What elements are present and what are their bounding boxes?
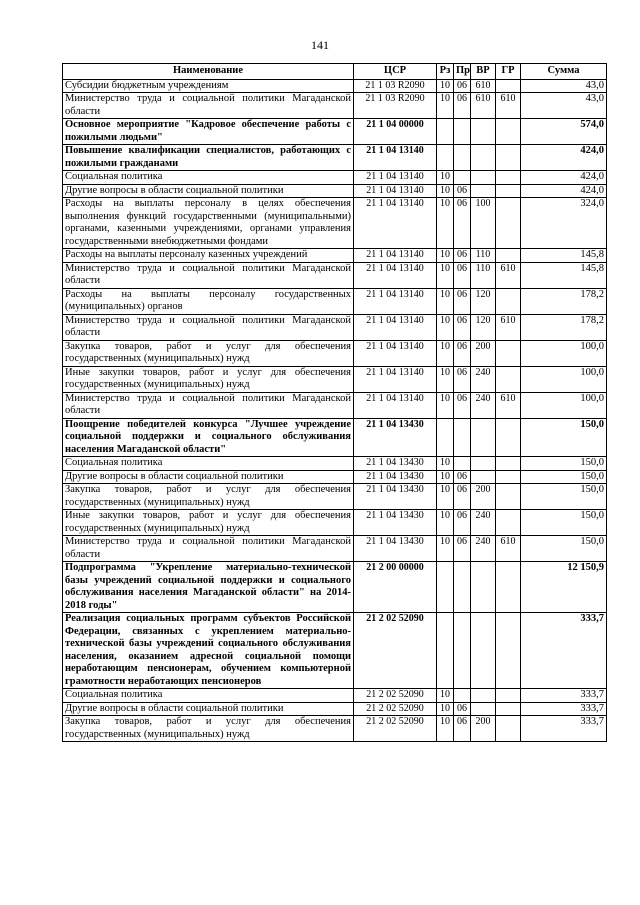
cell-sum: 145,8 xyxy=(521,262,607,288)
cell-gr: 610 xyxy=(496,536,521,562)
cell-name: Министерство труда и социальной политики Магаданской области xyxy=(63,93,354,119)
cell-vr xyxy=(471,184,496,198)
cell-pr xyxy=(454,171,471,185)
cell-name: Министерство труда и социальной политики Магаданской области xyxy=(63,536,354,562)
cell-gr xyxy=(496,470,521,484)
cell-pr xyxy=(454,418,471,457)
cell-gr xyxy=(496,184,521,198)
cell-name: Повышение квалификации специалистов, работающих с пожилыми гражданами xyxy=(63,145,354,171)
table-row xyxy=(63,119,607,145)
cell-csr: 21 1 04 13140 xyxy=(354,145,437,171)
cell-gr xyxy=(496,79,521,93)
cell-name: Министерство труда и социальной политики Магаданской области xyxy=(63,392,354,418)
cell-vr: 240 xyxy=(471,392,496,418)
table-row xyxy=(63,702,607,716)
cell-rz: 10 xyxy=(437,470,454,484)
cell-pr: 06 xyxy=(454,392,471,418)
cell-rz: 10 xyxy=(437,171,454,185)
cell-gr xyxy=(496,119,521,145)
cell-gr: 610 xyxy=(496,262,521,288)
cell-name: Министерство труда и социальной политики Магаданской области xyxy=(63,314,354,340)
cell-sum: 424,0 xyxy=(521,145,607,171)
cell-pr xyxy=(454,562,471,613)
cell-rz: 10 xyxy=(437,689,454,703)
cell-pr xyxy=(454,145,471,171)
cell-gr xyxy=(496,562,521,613)
table-row xyxy=(63,366,607,392)
cell-name: Закупка товаров, работ и услуг для обеспечения государственных (муниципальных) нужд xyxy=(63,340,354,366)
cell-name: Субсидии бюджетным учреждениям xyxy=(63,79,354,93)
cell-sum: 178,2 xyxy=(521,288,607,314)
cell-pr: 06 xyxy=(454,249,471,263)
cell-gr xyxy=(496,689,521,703)
table-row xyxy=(63,689,607,703)
cell-pr: 06 xyxy=(454,702,471,716)
cell-sum: 43,0 xyxy=(521,79,607,93)
cell-vr xyxy=(471,145,496,171)
cell-csr: 21 1 04 13430 xyxy=(354,484,437,510)
cell-vr xyxy=(471,470,496,484)
cell-name: Социальная политика xyxy=(63,457,354,471)
cell-sum: 424,0 xyxy=(521,171,607,185)
cell-csr: 21 1 04 13140 xyxy=(354,340,437,366)
cell-gr xyxy=(496,198,521,249)
cell-rz: 10 xyxy=(437,249,454,263)
cell-gr: 610 xyxy=(496,314,521,340)
table-row xyxy=(63,340,607,366)
table-row xyxy=(63,562,607,613)
budget-table xyxy=(62,63,607,742)
table-row xyxy=(63,171,607,185)
page-number: 141 xyxy=(311,38,329,52)
cell-pr: 06 xyxy=(454,79,471,93)
cell-vr: 100 xyxy=(471,198,496,249)
cell-sum: 333,7 xyxy=(521,689,607,703)
cell-csr: 21 2 02 52090 xyxy=(354,689,437,703)
cell-csr: 21 1 04 13430 xyxy=(354,510,437,536)
cell-pr: 06 xyxy=(454,536,471,562)
cell-rz: 10 xyxy=(437,510,454,536)
cell-csr: 21 1 04 13140 xyxy=(354,288,437,314)
cell-gr xyxy=(496,366,521,392)
cell-vr xyxy=(471,562,496,613)
cell-csr: 21 2 02 52090 xyxy=(354,702,437,716)
cell-pr: 06 xyxy=(454,184,471,198)
cell-name: Иные закупки товаров, работ и услуг для обеспечения государственных (муниципальных) нужд xyxy=(63,510,354,536)
cell-name: Социальная политика xyxy=(63,689,354,703)
cell-gr xyxy=(496,457,521,471)
cell-sum: 574,0 xyxy=(521,119,607,145)
cell-name: Поощрение победителей конкурса "Лучшее учреждение социальной поддержки и социального обслуживания населения Магаданской области" xyxy=(63,418,354,457)
cell-name: Закупка товаров, работ и услуг для обеспечения государственных (муниципальных) нужд xyxy=(63,484,354,510)
cell-rz: 10 xyxy=(437,457,454,471)
cell-rz: 10 xyxy=(437,536,454,562)
cell-pr: 06 xyxy=(454,510,471,536)
table-row xyxy=(63,198,607,249)
cell-rz xyxy=(437,418,454,457)
cell-rz: 10 xyxy=(437,79,454,93)
cell-gr xyxy=(496,716,521,742)
cell-pr xyxy=(454,689,471,703)
cell-csr: 21 1 04 13430 xyxy=(354,536,437,562)
cell-csr: 21 1 04 13140 xyxy=(354,314,437,340)
cell-rz: 10 xyxy=(437,392,454,418)
cell-csr: 21 1 04 13140 xyxy=(354,198,437,249)
cell-rz xyxy=(437,145,454,171)
cell-rz xyxy=(437,562,454,613)
cell-vr: 240 xyxy=(471,536,496,562)
cell-sum: 150,0 xyxy=(521,418,607,457)
table-row xyxy=(63,184,607,198)
cell-pr xyxy=(454,613,471,689)
cell-rz: 10 xyxy=(437,288,454,314)
table-body xyxy=(63,79,607,742)
cell-name: Социальная политика xyxy=(63,171,354,185)
cell-csr: 21 1 04 13430 xyxy=(354,470,437,484)
cell-sum: 150,0 xyxy=(521,484,607,510)
header-name: Наименование xyxy=(63,64,354,80)
cell-pr: 06 xyxy=(454,93,471,119)
cell-pr: 06 xyxy=(454,314,471,340)
table-row xyxy=(63,288,607,314)
cell-name: Другие вопросы в области социальной политики xyxy=(63,702,354,716)
cell-pr xyxy=(454,119,471,145)
table-row xyxy=(63,484,607,510)
cell-rz: 10 xyxy=(437,198,454,249)
cell-vr: 110 xyxy=(471,249,496,263)
cell-vr: 200 xyxy=(471,340,496,366)
cell-name: Закупка товаров, работ и услуг для обеспечения государственных (муниципальных) нужд xyxy=(63,716,354,742)
cell-csr: 21 2 02 52090 xyxy=(354,613,437,689)
cell-csr: 21 1 04 13140 xyxy=(354,366,437,392)
cell-sum: 150,0 xyxy=(521,536,607,562)
cell-rz: 10 xyxy=(437,702,454,716)
cell-csr: 21 1 04 00000 xyxy=(354,119,437,145)
cell-gr xyxy=(496,702,521,716)
cell-pr xyxy=(454,457,471,471)
cell-sum: 324,0 xyxy=(521,198,607,249)
table-row xyxy=(63,510,607,536)
cell-gr xyxy=(496,145,521,171)
cell-csr: 21 1 04 13140 xyxy=(354,392,437,418)
cell-sum: 333,7 xyxy=(521,702,607,716)
cell-vr: 200 xyxy=(471,484,496,510)
cell-gr: 610 xyxy=(496,93,521,119)
cell-name: Министерство труда и социальной политики Магаданской области xyxy=(63,262,354,288)
cell-vr: 610 xyxy=(471,79,496,93)
cell-gr xyxy=(496,171,521,185)
cell-csr: 21 1 04 13140 xyxy=(354,184,437,198)
cell-rz xyxy=(437,119,454,145)
cell-csr: 21 1 03 R2090 xyxy=(354,79,437,93)
cell-pr: 06 xyxy=(454,288,471,314)
cell-sum: 333,7 xyxy=(521,613,607,689)
cell-rz: 10 xyxy=(437,93,454,119)
cell-csr: 21 1 04 13430 xyxy=(354,418,437,457)
cell-vr xyxy=(471,457,496,471)
cell-sum: 333,7 xyxy=(521,716,607,742)
table-row xyxy=(63,79,607,93)
cell-name: Расходы на выплаты персоналу государственных (муниципальных) органов xyxy=(63,288,354,314)
cell-sum: 150,0 xyxy=(521,510,607,536)
header-sum: Сумма xyxy=(521,64,607,80)
cell-vr xyxy=(471,119,496,145)
cell-name: Основное мероприятие "Кадровое обеспечение работы с пожилыми людьми" xyxy=(63,119,354,145)
cell-rz: 10 xyxy=(437,184,454,198)
cell-vr xyxy=(471,418,496,457)
header-row xyxy=(63,64,607,80)
cell-name: Иные закупки товаров, работ и услуг для обеспечения государственных (муниципальных) нужд xyxy=(63,366,354,392)
cell-rz: 10 xyxy=(437,484,454,510)
cell-csr: 21 2 02 52090 xyxy=(354,716,437,742)
cell-pr: 06 xyxy=(454,470,471,484)
header-vr: ВР xyxy=(471,64,496,80)
cell-csr: 21 2 00 00000 xyxy=(354,562,437,613)
cell-sum: 178,2 xyxy=(521,314,607,340)
cell-sum: 100,0 xyxy=(521,366,607,392)
cell-name: Расходы на выплаты персоналу казенных учреждений xyxy=(63,249,354,263)
table-row xyxy=(63,93,607,119)
cell-vr: 120 xyxy=(471,288,496,314)
cell-csr: 21 1 04 13140 xyxy=(354,171,437,185)
table-row xyxy=(63,457,607,471)
table-row xyxy=(63,470,607,484)
table-row xyxy=(63,613,607,689)
cell-sum: 100,0 xyxy=(521,392,607,418)
cell-vr: 240 xyxy=(471,366,496,392)
cell-name: Подпрограмма "Укрепление материально-технической базы учреждений социальной поддержки и социального обслуживания населения Магаданской области" на 2014-2018 годы" xyxy=(63,562,354,613)
table-row xyxy=(63,536,607,562)
cell-pr: 06 xyxy=(454,484,471,510)
cell-sum: 145,8 xyxy=(521,249,607,263)
cell-vr xyxy=(471,171,496,185)
cell-gr xyxy=(496,510,521,536)
cell-name: Расходы на выплаты персоналу в целях обеспечения выполнения функций государственными (муниципальными) органами, казенными учреждениями, органами управления государственными внебюджетными фондами xyxy=(63,198,354,249)
cell-sum: 424,0 xyxy=(521,184,607,198)
cell-csr: 21 1 03 R2090 xyxy=(354,93,437,119)
cell-pr: 06 xyxy=(454,366,471,392)
cell-rz: 10 xyxy=(437,716,454,742)
cell-sum: 12 150,9 xyxy=(521,562,607,613)
table-row xyxy=(63,145,607,171)
cell-rz: 10 xyxy=(437,366,454,392)
cell-vr: 610 xyxy=(471,93,496,119)
cell-pr: 06 xyxy=(454,198,471,249)
cell-gr xyxy=(496,288,521,314)
cell-sum: 100,0 xyxy=(521,340,607,366)
cell-gr xyxy=(496,340,521,366)
cell-vr: 110 xyxy=(471,262,496,288)
table-row xyxy=(63,314,607,340)
cell-gr xyxy=(496,249,521,263)
cell-gr xyxy=(496,484,521,510)
cell-pr: 06 xyxy=(454,716,471,742)
cell-pr: 06 xyxy=(454,262,471,288)
cell-csr: 21 1 04 13140 xyxy=(354,262,437,288)
cell-pr: 06 xyxy=(454,340,471,366)
cell-sum: 150,0 xyxy=(521,470,607,484)
cell-name: Реализация социальных программ субъектов Российской Федерации, связанных с укреплением материально-технической базы учреждений социального обслуживания населения, оказанием адресной социальной помощи неработающим пенсионерам, обучением компьютерной грамотности неработающих пенсионеров xyxy=(63,613,354,689)
table-row xyxy=(63,392,607,418)
cell-csr: 21 1 04 13140 xyxy=(354,249,437,263)
cell-vr xyxy=(471,613,496,689)
cell-sum: 43,0 xyxy=(521,93,607,119)
cell-vr: 240 xyxy=(471,510,496,536)
cell-vr: 200 xyxy=(471,716,496,742)
cell-vr xyxy=(471,702,496,716)
cell-gr: 610 xyxy=(496,392,521,418)
table-row xyxy=(63,249,607,263)
header-rz: Рз xyxy=(437,64,454,80)
cell-name: Другие вопросы в области социальной политики xyxy=(63,470,354,484)
cell-vr xyxy=(471,689,496,703)
table-row xyxy=(63,418,607,457)
cell-sum: 150,0 xyxy=(521,457,607,471)
cell-rz: 10 xyxy=(437,262,454,288)
cell-gr xyxy=(496,418,521,457)
header-csr: ЦСР xyxy=(354,64,437,80)
header-gr: ГР xyxy=(496,64,521,80)
cell-vr: 120 xyxy=(471,314,496,340)
table-row xyxy=(63,716,607,742)
cell-rz: 10 xyxy=(437,314,454,340)
header-pr: Пр xyxy=(454,64,471,80)
cell-name: Другие вопросы в области социальной политики xyxy=(63,184,354,198)
cell-csr: 21 1 04 13430 xyxy=(354,457,437,471)
cell-rz: 10 xyxy=(437,340,454,366)
cell-rz xyxy=(437,613,454,689)
cell-gr xyxy=(496,613,521,689)
table-row xyxy=(63,262,607,288)
